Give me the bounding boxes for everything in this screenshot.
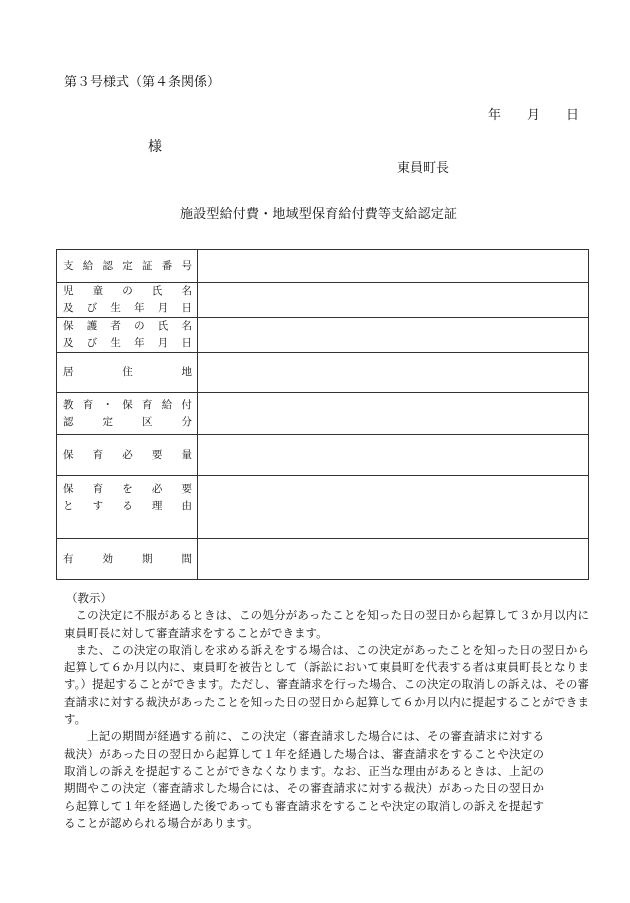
label-line: 居住地: [63, 366, 193, 378]
notice-heading: （教示）: [66, 591, 112, 605]
row-value[interactable]: [198, 250, 589, 283]
document-title: 施設型給付費・地域型保育給付費等支給認定証: [180, 207, 458, 222]
row-value[interactable]: [198, 393, 589, 435]
table-row: [57, 476, 589, 539]
certificate-table: [56, 249, 589, 580]
row-value[interactable]: [198, 318, 589, 353]
row-label: [57, 435, 198, 476]
label-line: 支給認定証番号: [63, 259, 193, 272]
addressee: 様: [148, 139, 162, 155]
label-line: 及び生年月日: [63, 302, 193, 314]
row-label: [57, 283, 198, 318]
row-label: [57, 318, 198, 353]
date-day: 日: [566, 108, 580, 123]
label-line: 保育必要量: [63, 448, 193, 461]
row-label: [57, 476, 198, 539]
row-label: [57, 393, 198, 435]
row-value[interactable]: [198, 476, 589, 539]
label-line: とする理由: [63, 500, 193, 512]
date-month: 月: [527, 108, 541, 123]
row-label: [57, 250, 198, 283]
label-line: 保護者の氏名: [63, 320, 193, 332]
row-value[interactable]: [198, 539, 589, 580]
table-row: [57, 539, 589, 580]
row-value[interactable]: [198, 435, 589, 476]
table-row: [57, 393, 589, 435]
table-row: [57, 250, 589, 283]
notice-paragraph: 上記の期間が経過する前に、この決定（審査請求した場合には、その審査請求に対する裁決）があった日の翌日から起算して１年を経過した場合は、審査請求をすることや決定の取消しの訴えを提起することができなくなります。なお、正当な理由があるときは、上記の期間やこの決定（審査請求した場合には、その審査請求に対する裁決）があった日の翌日から起算して１年を経過した後であっても審査請求をすることや決定の取消しの訴えを提起することが認められる場合があります。: [64, 729, 544, 830]
row-label: [57, 353, 198, 393]
label-line: 教育・保育給付: [63, 398, 193, 411]
issuer: 東員町長: [397, 161, 450, 176]
label-line: 有効期間: [63, 552, 193, 565]
label-line: 児童の氏名: [63, 285, 193, 297]
row-value[interactable]: [198, 353, 589, 393]
row-value[interactable]: [198, 283, 589, 318]
instruction-notice: [64, 590, 589, 832]
form-number: 第３号様式（第４条関係）: [64, 75, 221, 90]
table-row: [57, 435, 589, 476]
label-line: 認定区分: [63, 415, 193, 428]
row-label: [57, 539, 198, 580]
date-line: [488, 104, 579, 123]
table-row: [57, 318, 589, 353]
label-line: 及び生年月日: [63, 337, 193, 349]
table-row: [57, 353, 589, 393]
notice-paragraph: また、この決定の取消しを求める訴えをする場合は、この決定があったことを知った日の翌日から起算して６か月以内に、東員町を被告として（訴訟において東員町を代表する者は東員町長となります。）提起することができます。ただし、審査請求を行った場合、この決定の取消しの訴えは、その審査請求に対する裁決があったことを知った日の翌日から起算して６か月以内に提起することができます。: [64, 642, 589, 727]
date-year: 年: [488, 108, 502, 123]
label-line: 保育を必要: [63, 483, 193, 495]
notice-paragraph: この決定に不服があるときは、この処分があったことを知った日の翌日から起算して３か月以内に東員町長に対して審査請求をすることができます。: [64, 608, 589, 640]
table-row: [57, 283, 589, 318]
